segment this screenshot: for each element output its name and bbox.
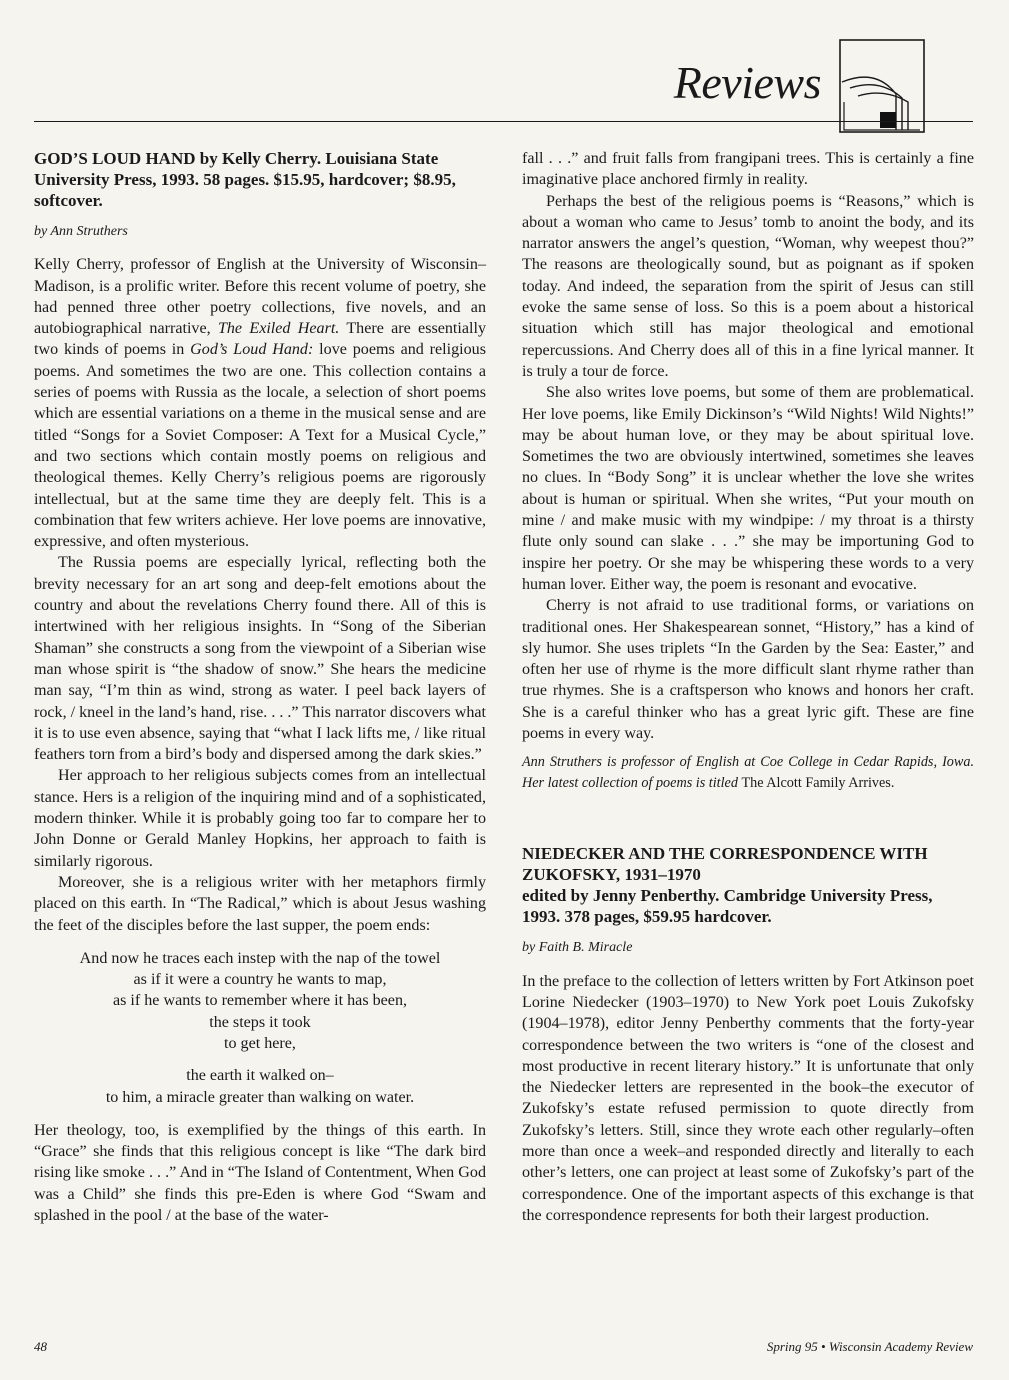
poem-line: as if it were a country he wants to map, — [133, 971, 387, 989]
poem-excerpt — [34, 948, 486, 1108]
issue-footer: Spring 95 • Wisconsin Academy Review — [766, 1339, 973, 1354]
second-review — [522, 843, 974, 1226]
paragraph: The Russia poems are especially lyrical, reflecting both the brevity necessary for an art song and deep-felt emotions about the country and about the revelations Cherry found there. All of this is intertwined with her religious insights. In “Song of the Siberian Shaman” she constructs a song from the viewpoint of a Siberian wise man whose spirit is “the shadow of snow.” She hears the medicine man say, “I’m thin as wind, strong as water. I peel back layers of rock, / kneel in the land’s hand, rise. . . .” This narrator discovers what it is to use even absence, saying that “what I lack lifts me, / like ritual feathers torn from a bird’s body and dispersed among the dark skies.” — [34, 554, 486, 764]
review-byline: by Faith B. Miracle — [522, 940, 633, 956]
review-title-details: edited by Jenny Penberthy. Cambridge University Press, 1993. 378 pages, $59.95 hardcover. — [522, 886, 933, 927]
review-title — [522, 843, 974, 927]
reviews-logo-icon — [836, 38, 926, 134]
paragraph: fall . . .” and fruit falls from frangipani trees. This is certainly a fine imaginative place anchored firmly in reality. — [522, 150, 974, 189]
paragraph: Her theology, too, is exemplified by the things of this earth. In “Grace” she finds that this religious concept is like “The dark bird rising like smoke . . .” And in “The Island of Contentment, When God was a Child” she finds this pre-Eden is where God “Swam and splashed in the pool / at the base of the water- — [34, 1121, 486, 1225]
poem-line: to him, a miracle greater than walking on water. — [105, 1088, 415, 1106]
left-column — [34, 148, 486, 1226]
section-title: Reviews — [673, 57, 821, 108]
page-number: 48 — [34, 1339, 47, 1354]
poem-line: to get here, — [224, 1034, 296, 1052]
paragraph: In the preface to the collection of letters written by Fort Atkinson poet Lorine Niedecker (1903–1970) to New York poet Louis Zukofsky (1904–1978), editor Jenny Penberthy comments that the forty-year correspondence between the two writers is “one of the closest and most productive in recent literary history.” It is unfortunate that only the Niedecker letters are represented in the book–the executor of Zukofsky’s estate refused permission to quote directly from Zukofsky’s letters. Still, since they wrote each other regularly–often more than once a week–and responded directly and literally to each other’s letters, one can project at least some of Zukofsky’s part of the correspondence. One of the important aspects of this exchange is that the correspondence represents for both their largest production. — [522, 972, 974, 1224]
paragraph: She also writes love poems, but some of them are problematical. Her love poems, like Emily Dickinson’s “Wild Nights! Wild Nights!” may be about human love, or they may be about spiritual love. Sometimes the two are obviously intertwined, sometimes she leaves no clues. In “Body Song” it is unclear whether the love she writes about is human or spiritual. When she writes, “Put your mouth on mine / and make music with my windpipe: / my throat is a thirsty flute only sound can slake . . .” she may be importuning God to inspire her poetry. Or she may be whispering these words to a very human lover. Either way, the poem is resonant and evocative. — [522, 384, 974, 593]
review-title-main: NIEDECKER AND THE CORRESPONDENCE WITH ZUKOFSKY, 1931–1970 — [522, 844, 928, 885]
paragraph: Perhaps the best of the religious poems is “Reasons,” which is about a woman who came to Jesus’ tomb to anoint the body, and its narrator answers the angel’s question, “Woman, why weepest thou?” The reasons are theologically sound, but as poignant as if spoken today. And indeed, the separation from the spirit of Jesus can still evoke the same sense of loss. So this is a poem about a historical situation which still has major theological and emotional repercussions. And Cherry does all of this in a fine lyrical manner. It is truly a tour de force. — [522, 192, 974, 380]
paragraph: Her approach to her religious subjects comes from an intellectual stance. Hers is a religion of the inquiring mind and of a sophisticated, modern thinker. While it is probably going too far to compare her to John Donne or Gerald Manley Hopkins, her approach to faith is similarly rigorous. — [34, 767, 486, 870]
review-byline: by Ann Struthers — [34, 224, 128, 239]
paragraph: Cherry is not afraid to use traditional forms, or variations on traditional ones. Her Shakespearean sonnet, “History,” has a kind of sly humor. She uses triplets “In the Garden by the Sea: Easter,” and often her use of rhyme is the more difficult slant rhyme rather than true rhymes. She is a craftsperson who knows and honors her craft. She is a careful thinker who has a great lyric gift. These are fine poems in every way. — [522, 597, 974, 743]
poem-line: as if he wants to remember where it has been, — [112, 992, 408, 1010]
paragraph: Moreover, she is a religious writer with her metaphors firmly placed on this earth. In “The Radical,” which is about Jesus washing the feet of the disciples before the last supper, the poem ends: — [34, 873, 486, 934]
reviewer-bio: Ann Struthers is professor of English at Coe College in Cedar Rapids, Iowa. Her latest collection of poems is titled The Alcott Family Arrives. — [522, 754, 974, 791]
poem-line: And now he traces each instep with the nap of the towel — [79, 949, 441, 967]
review-title: GOD’S LOUD HAND by Kelly Cherry. Louisiana State University Press, 1993. 58 pages. $15.95, hardcover; $8.95, softcover. — [34, 149, 456, 210]
poem-line: the steps it took — [209, 1013, 311, 1031]
header-rule — [34, 121, 973, 122]
paragraph: Kelly Cherry, professor of English at the University of Wisconsin–Madison, is a prolific writer. Before this recent volume of poetry, she had penned three other poetry collections, five novels, and an autobiographical narrative, The Exiled Heart. There are essentially two kinds of poems in God’s Loud Hand: love poems and religious poems. And sometimes the two are one. This collection contains a series of poems with Russia as the locale, a selection of short poems which are essential variations on a theme in the musical sense and are titled “Songs for a Soviet Composer: A Text for a Musical Cycle,” and two sections which contain mostly poems on religious and theological themes. Kelly Cherry’s religious poems are rigorously intellectual, but at the same time they are deeply felt. This is a combination that few writers achieve. Her love poems are innovative, expressive, and often mysterious. — [34, 256, 486, 551]
right-column — [522, 148, 974, 1226]
poem-stanza-break — [34, 1054, 486, 1065]
poem-line: the earth it walked on– — [186, 1067, 334, 1085]
